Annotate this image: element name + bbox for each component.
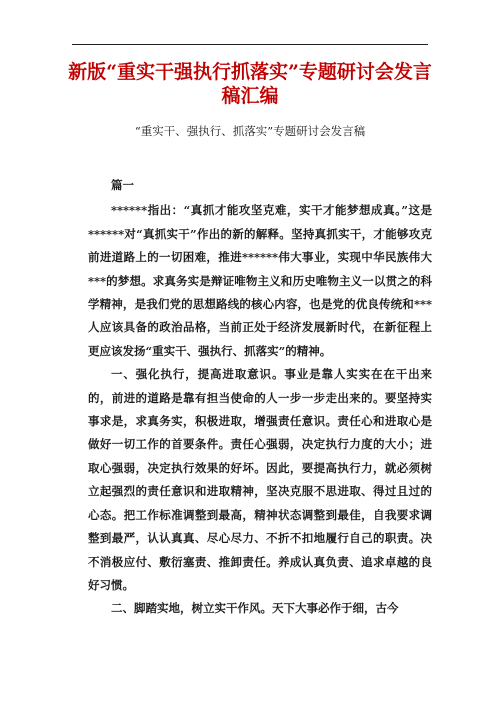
document-subtitle: “重实干、强执行、抓落实”专题研讨会发言稿 [134, 124, 366, 138]
document-title: 新版“重实干强执行抓落实”专题研讨会发言稿汇编 [68, 61, 432, 107]
header-rule [72, 44, 428, 45]
paragraph: 一、强化执行，提高进取意识。事业是靠人实实在在干出来的，前进的道路是靠有担当使命的人一步一步走出来的。要坚持实事求是，求真务实，积极进取，增强责任意识。责任心和进取心是做好一切工作的首要条件。责任心强弱，决定执行力度的大小；进取心强弱，决定执行效果的好坏。因此，要提高执行力，就必须树立起强烈的责任意识和进取精神，坚决克服不思进取、得过且过的心态。把工作标准调整到最高，精神状态调整到最佳，自我要求调整到最严，认认真真、尽心尽力、不折不扣地履行自己的职责。决不消极应付、敷衍塞责、推卸责任。养成认真负责、追求卓越的良好习惯。 [88, 367, 432, 592]
paragraph: ******指出：“真抓才能攻坚克难，实干才能梦想成真。”这是******对“真抓实干”作出的新的解释。坚持真抓实干，才能够攻克前进道路上的一切困难，推进******伟大事业，实现中华民族伟大***的梦想。求真务实是辩证唯物主义和历史唯物主义一以贯之的科学精神，是我们党的思想路线的核心内容，也是党的优良传统和***人应该具备的政治品格，当前正处于经济发展新时代，在新征程上更应该发扬“重实干、强执行、抓落实”的精神。 [88, 203, 432, 358]
document-body [88, 174, 432, 621]
paragraph: 二、脚踏实地，树立实干作风。天下大事必作于细，古今 [111, 601, 399, 616]
section-heading: 篇一 [111, 178, 134, 192]
